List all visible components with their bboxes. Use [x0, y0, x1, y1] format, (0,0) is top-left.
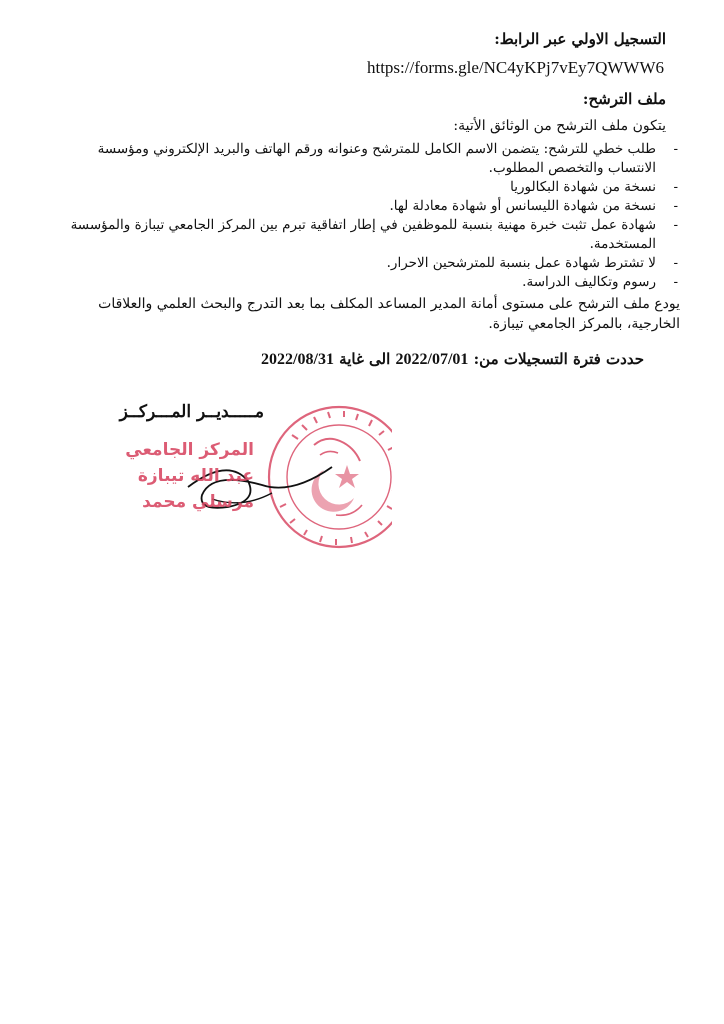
list-item [46, 254, 682, 273]
period-start-date: 2022/07/01 [395, 351, 469, 368]
list-bullet: - [673, 198, 678, 214]
list-bullet: - [673, 274, 678, 290]
period-connector: الى غاية [339, 350, 391, 368]
candidacy-file-intro: يتكون ملف الترشح من الوثائق الأتية: [453, 118, 666, 134]
director-title: مـــــديــر المـــركــز [119, 402, 264, 422]
period-label: حددت فترة التسجيلات من: [473, 350, 644, 368]
list-item-text: رسوم وتكاليف الدراسة. [522, 274, 656, 290]
deposit-paragraph: يودع ملف الترشح على مستوى أمانة المدير المساعد المكلف بما بعد التدرج والبحث العلمي والعلاقات الخارجية، بالمركز الجامعي تيبازة. [98, 296, 680, 332]
list-item [46, 216, 682, 254]
list-bullet: - [673, 217, 678, 233]
list-item [46, 273, 682, 292]
list-item [46, 140, 682, 178]
list-item-text: لا تشترط شهادة عمل بنسبة للمترشحين الاحرار. [386, 255, 656, 271]
candidacy-file-heading: ملف الترشح: [582, 90, 666, 108]
list-item-text: نسخة من شهادة الليسانس أو شهادة معادلة لها. [389, 198, 656, 214]
list-item-text: شهادة عمل تثبت خبرة مهنية بنسبة للموظفين في إطار اتفاقية تبرم بين المركز الجامعي تيبازة والمؤسسة المستخدمة. [70, 217, 656, 252]
list-item [46, 178, 682, 197]
list-item-text: نسخة من شهادة البكالوريا [510, 179, 656, 195]
list-bullet: - [673, 255, 678, 271]
stamp-line-3: مرسلي محمد [142, 492, 254, 512]
list-bullet: - [673, 179, 678, 195]
registration-heading: التسجيل الاولي عبر الرابط: [494, 30, 666, 48]
list-bullet: - [673, 141, 678, 157]
required-documents-list [46, 140, 682, 292]
stamp-line-2: عبد الله تيبازة [137, 466, 254, 486]
list-item [46, 197, 682, 216]
period-end-date: 2022/08/31 [261, 351, 334, 368]
stamp-line-1: المركز الجامعي [125, 440, 254, 460]
list-item-text: طلب خطي للترشح: يتضمن الاسم الكامل للمترشح وعنوانه ورقم الهاتف والبريد الإلكتروني ومؤسسة الانتساب والتخصص المطلوب. [97, 141, 656, 176]
registration-link[interactable]: https://forms.gle/NC4yKPj7vEy7QWWW6 [366, 58, 664, 77]
registration-period [261, 350, 644, 369]
